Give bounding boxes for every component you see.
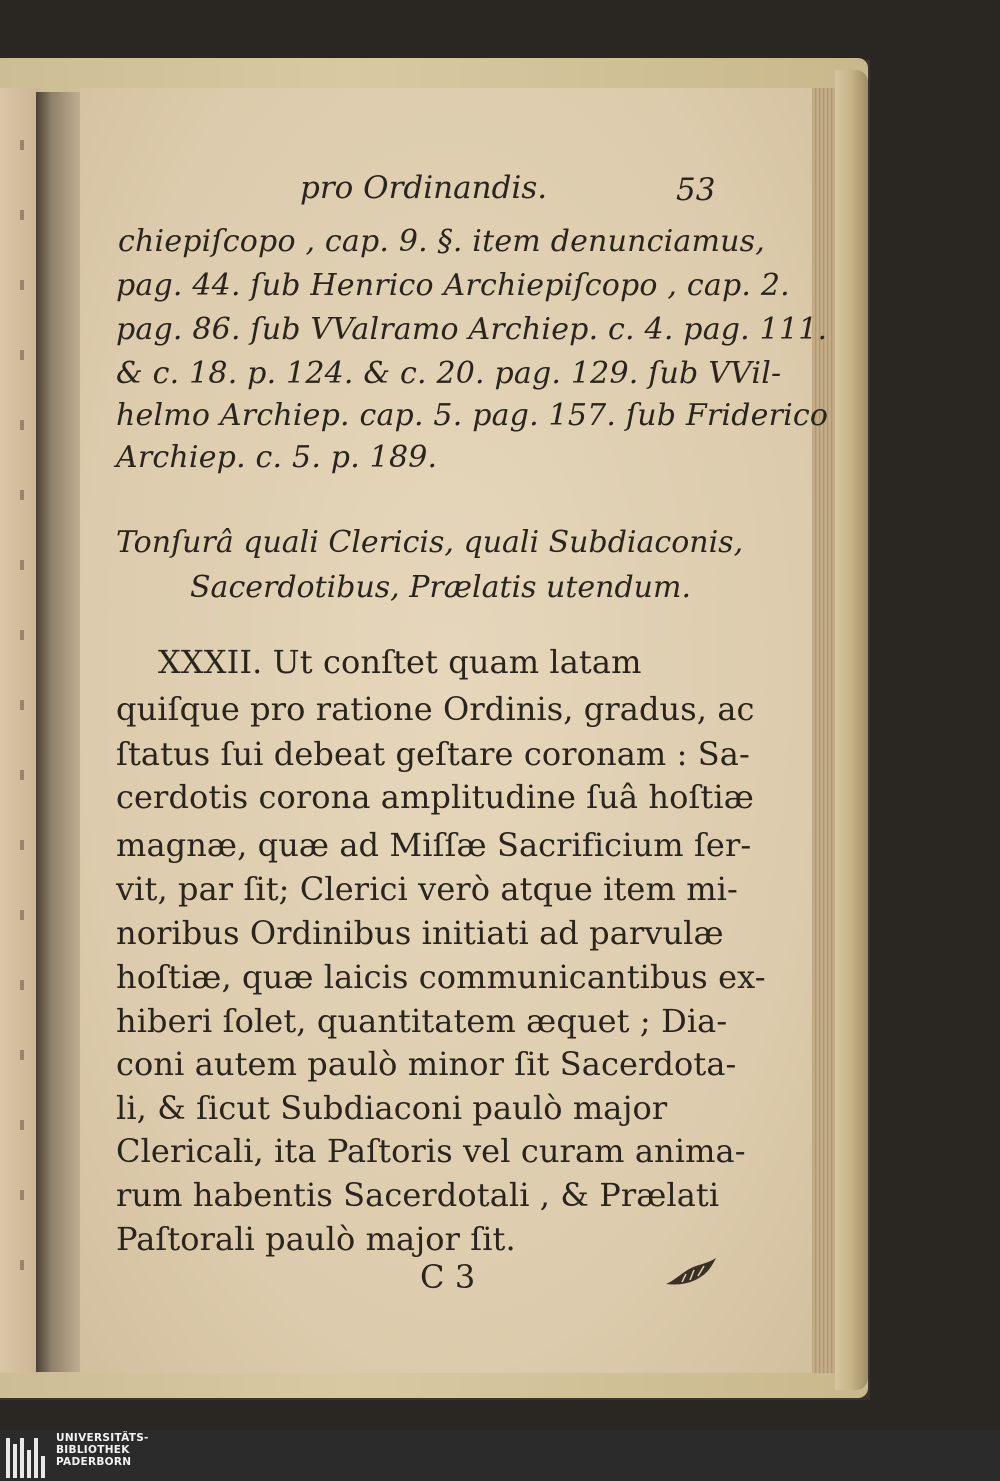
citation-line: & c. 18. p. 124. & c. 20. pag. 129. ſub VVil- <box>116 356 782 391</box>
body-line: Paſtorali paulò major ſit. <box>116 1220 516 1258</box>
ornament-icon <box>662 1252 722 1292</box>
library-name-line: UNIVERSITÄTS- <box>56 1432 149 1444</box>
body-line: magnæ, quæ ad Miſſæ Sacrificium ſer- <box>116 826 752 864</box>
body-line: li, & ſicut Subdiaconi paulò major <box>116 1089 668 1127</box>
body-line: noribus Ordinibus initiati ad parvulæ <box>116 914 724 952</box>
body-line: hiberi ſolet, quantitatem æquet ; Dia- <box>116 1002 728 1040</box>
cover-edge <box>835 70 868 1390</box>
page-number: 53 <box>676 172 716 208</box>
citation-line: pag. 44. ſub Henrico Archiepiſcopo , cap. 2. <box>116 268 790 303</box>
body-line: coni autem paulò minor ſit Sacerdota- <box>116 1045 737 1083</box>
library-name-line: PADERBORN <box>56 1456 132 1468</box>
citation-line: chiepiſcopo , cap. 9. §. item denunciamus, <box>118 224 765 259</box>
body-line: vit, par ſit; Clerici verò atque item mi- <box>116 870 738 908</box>
citation-line: helmo Archiep. cap. 5. pag. 157. ſub Friderico <box>116 398 829 433</box>
section-heading-line: Tonſurâ quali Clericis, quali Subdiaconis, <box>116 525 744 560</box>
library-logo-icon <box>6 1434 48 1478</box>
running-head: pro Ordinandis. <box>300 170 548 206</box>
body-line: cerdotis corona amplitudine ſuâ hoſtiæ <box>116 778 754 816</box>
body-line: Clericali, ita Paſtoris vel curam anima- <box>116 1132 746 1170</box>
library-footer <box>0 1430 1000 1481</box>
citation-line: pag. 86. ſub VValramo Archiep. c. 4. pag. 111. <box>116 312 828 347</box>
signature-mark: C 3 <box>420 1258 476 1296</box>
library-name-line: BIBLIOTHEK <box>56 1444 130 1456</box>
body-line: XXXII. Ut conſtet quam latam <box>158 643 642 681</box>
body-line: ſtatus ſui debeat geſtare coronam : Sa- <box>116 735 750 773</box>
section-heading-line: Sacerdotibus, Prælatis utendum. <box>190 570 691 605</box>
body-line: rum habentis Sacerdotali , & Prælati <box>116 1176 720 1214</box>
body-line: quiſque pro ratione Ordinis, gradus, ac <box>116 690 755 728</box>
left-page-bleed-marks <box>2 120 32 1320</box>
citation-line: Archiep. c. 5. p. 189. <box>116 440 438 475</box>
body-line: hoſtiæ, quæ laicis communicantibus ex- <box>116 958 766 996</box>
